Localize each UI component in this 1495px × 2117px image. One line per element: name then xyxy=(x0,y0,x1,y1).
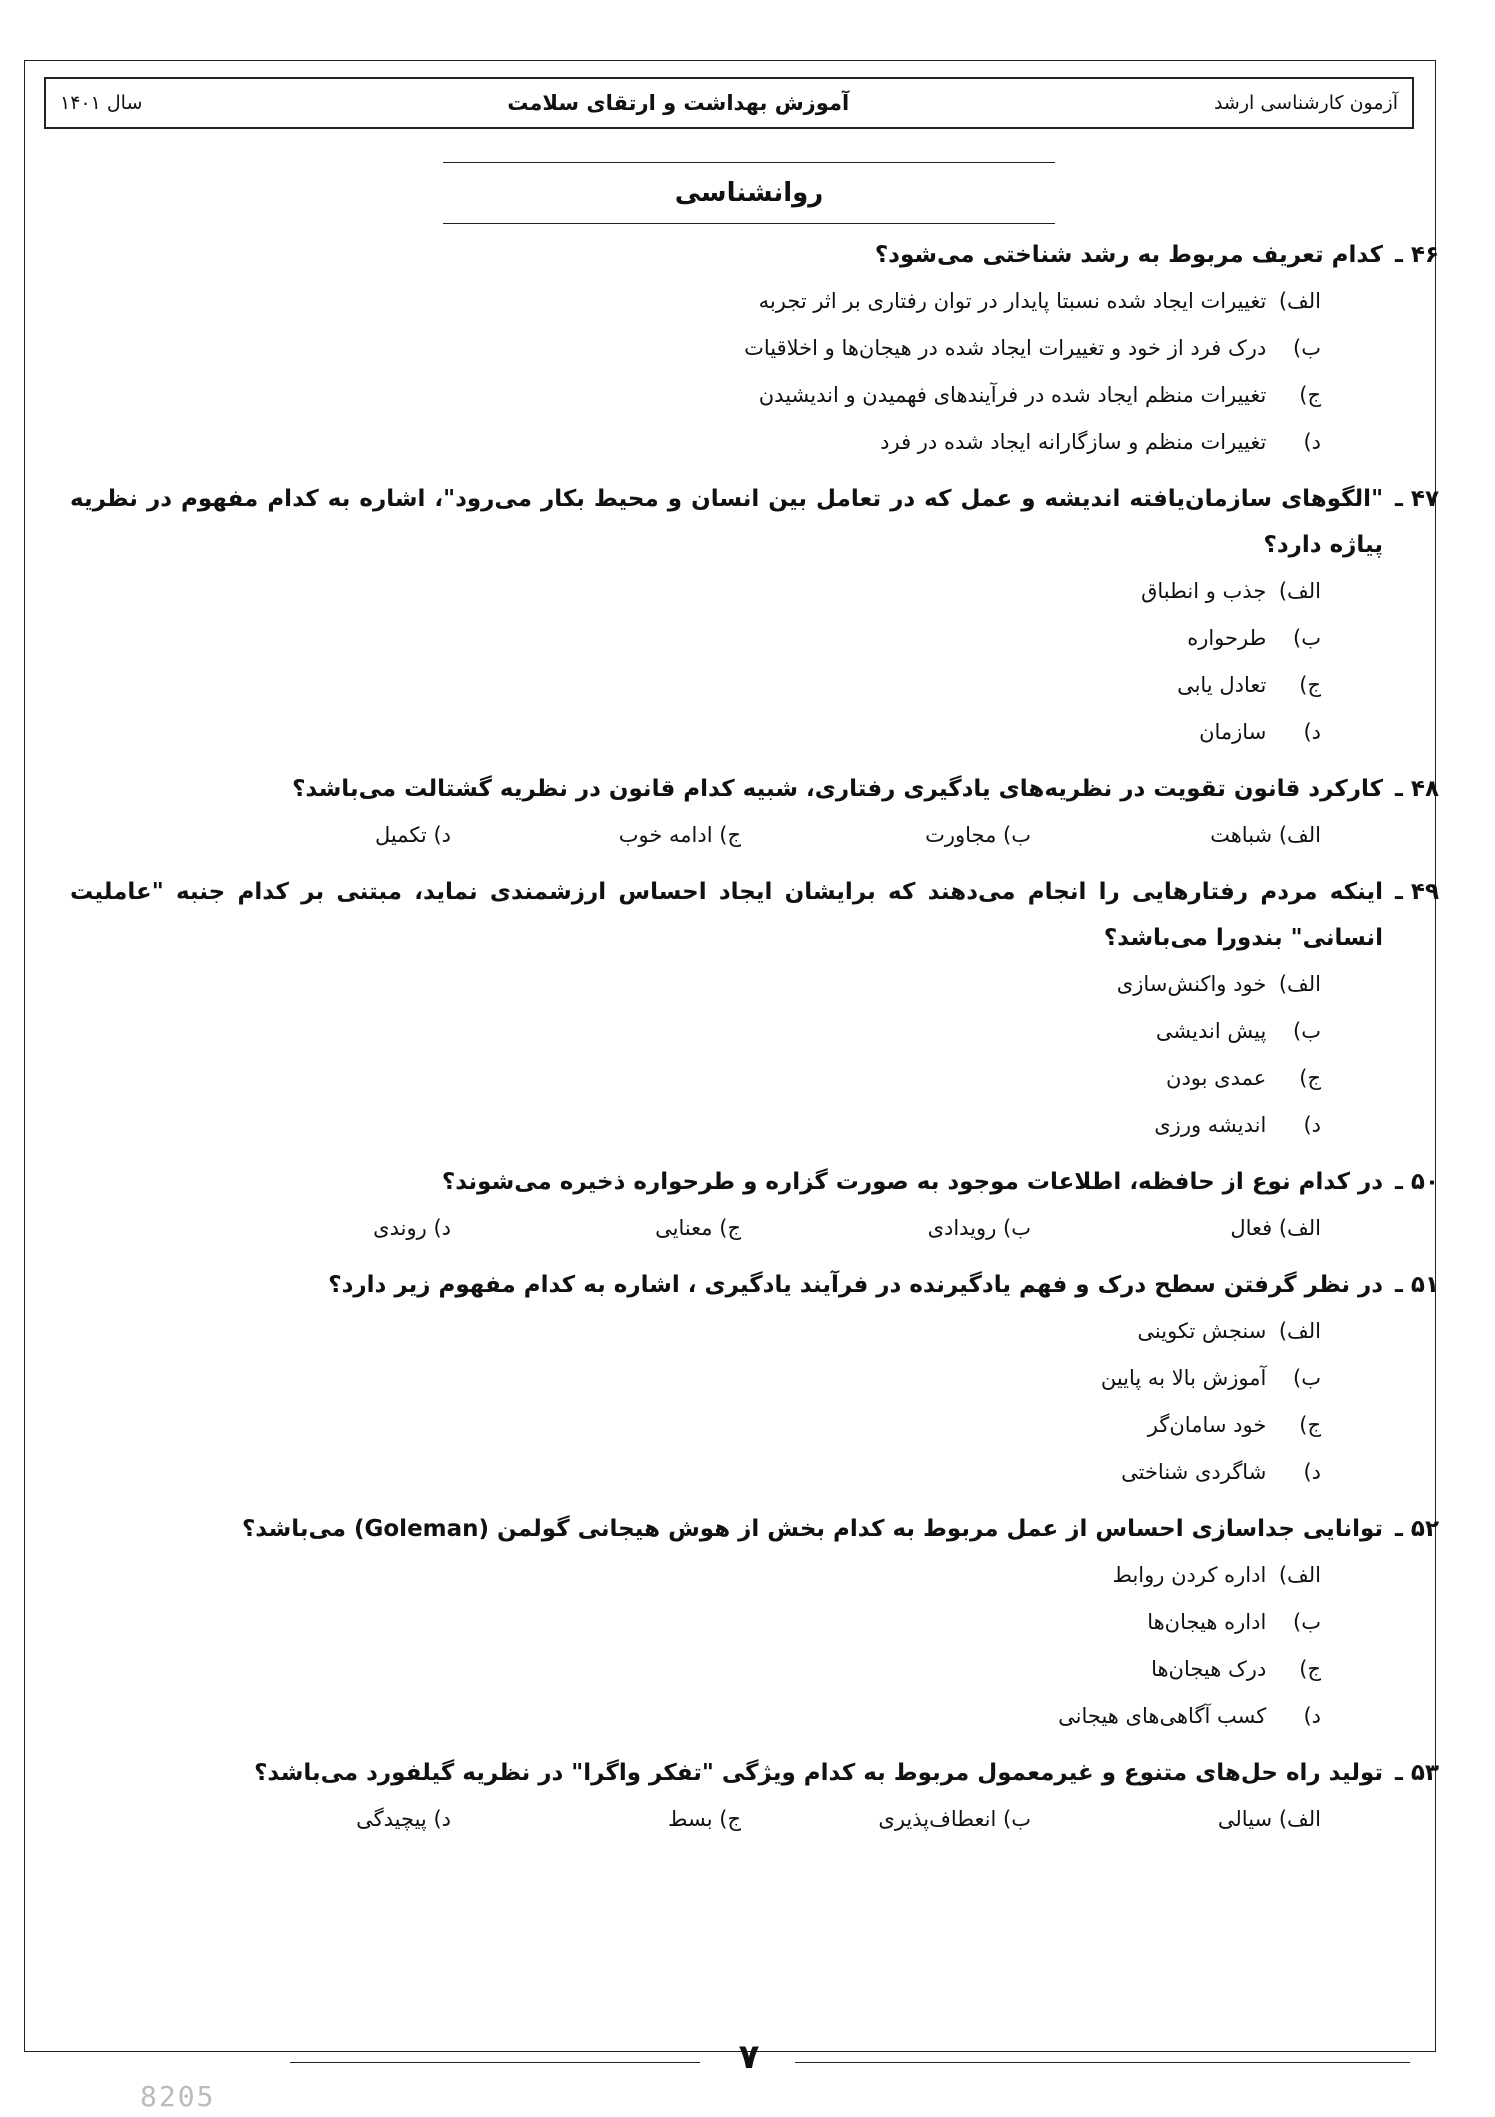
exam-name: آزمون کارشناسی ارشد xyxy=(1213,92,1398,114)
option-c xyxy=(451,1796,741,1843)
option-b xyxy=(70,1008,1321,1055)
option-b xyxy=(741,1796,1031,1843)
option-text: اداره کردن روابط xyxy=(1112,1563,1267,1587)
option-label: ج) xyxy=(719,823,741,847)
option-b xyxy=(70,615,1321,662)
option-d xyxy=(70,1102,1321,1149)
option-d xyxy=(70,709,1321,756)
option-label: د) xyxy=(1303,1460,1321,1484)
option-text: انعطاف‌پذیری xyxy=(878,1807,997,1831)
option-label: الف) xyxy=(1278,823,1321,847)
question-text: کارکرد قانون تقویت در نظریه‌های یادگیری رفتاری، شبیه کدام قانون در نظریه گشتالت می‌باشد؟ xyxy=(292,776,1384,802)
option-a xyxy=(70,961,1321,1008)
option-label: ج) xyxy=(1299,1066,1321,1090)
option-label: ب) xyxy=(1003,823,1031,847)
question-48 xyxy=(70,766,1439,859)
option-text: خود واکنش‌سازی xyxy=(1116,972,1267,996)
option-label: الف) xyxy=(1278,289,1321,313)
question-number: ۴۹ ـ xyxy=(1395,879,1439,905)
option-label: ب) xyxy=(1293,336,1321,360)
scan-stamp: 8205 xyxy=(140,2080,216,2113)
option-d xyxy=(70,1449,1321,1496)
option-label: د) xyxy=(433,1216,451,1240)
option-label: ج) xyxy=(719,1807,741,1831)
question-text: کدام تعریف مربوط به رشد شناختی می‌شود؟ xyxy=(874,242,1384,268)
option-b xyxy=(70,1599,1321,1646)
option-text: خود سامان‌گر xyxy=(1147,1413,1267,1437)
question-49 xyxy=(70,869,1439,1149)
page-number: ۷ xyxy=(738,2037,760,2077)
option-b xyxy=(70,325,1321,372)
question-text: در کدام نوع از حافظه، اطلاعات موجود به صورت گزاره و طرحواره ذخیره می‌شوند؟ xyxy=(441,1169,1384,1195)
option-b xyxy=(70,1355,1321,1402)
option-label: ب) xyxy=(1293,1366,1321,1390)
option-label: ب) xyxy=(1003,1807,1031,1831)
option-label: د) xyxy=(1303,430,1321,454)
question-text: "الگوهای سازمان‌یافته اندیشه و عمل که در تعامل بین انسان و محیط بکار می‌رود"، اشاره به کدام مفهوم در نظریه پیاژه دارد؟ xyxy=(70,486,1384,558)
question-52 xyxy=(70,1506,1439,1740)
option-label: ب) xyxy=(1293,1610,1321,1634)
option-label: الف) xyxy=(1278,1563,1321,1587)
option-text: سیالی xyxy=(1217,1807,1273,1831)
option-text: تغییرات ایجاد شده نسبتا پایدار در توان رفتاری بر اثر تجربه xyxy=(758,289,1267,313)
option-label: ج) xyxy=(1299,1413,1321,1437)
option-label: الف) xyxy=(1278,1319,1321,1343)
option-d xyxy=(161,812,451,859)
option-c xyxy=(70,1402,1321,1449)
option-a xyxy=(1031,812,1321,859)
question-53 xyxy=(70,1750,1439,1843)
option-text: طرحواره xyxy=(1187,626,1267,650)
question-50 xyxy=(70,1159,1439,1252)
option-d xyxy=(70,1693,1321,1740)
subject-title: روانشناسی xyxy=(443,162,1055,224)
option-text: شباهت xyxy=(1210,823,1273,847)
option-text: پیش اندیشی xyxy=(1155,1019,1267,1043)
option-label: ب) xyxy=(1293,626,1321,650)
option-text: عمدی بودن xyxy=(1166,1066,1267,1090)
option-c xyxy=(70,662,1321,709)
option-text: اداره هیجان‌ها xyxy=(1147,1610,1267,1634)
page-header xyxy=(44,77,1414,129)
option-a xyxy=(70,1552,1321,1599)
option-label: د) xyxy=(1303,1704,1321,1728)
option-text: تغییرات منظم و سازگارانه ایجاد شده در فرد xyxy=(880,430,1267,454)
footer-rule-left xyxy=(290,2062,700,2063)
option-a xyxy=(1031,1205,1321,1252)
option-label: الف) xyxy=(1278,1807,1321,1831)
option-text: فعال xyxy=(1230,1216,1273,1240)
question-47 xyxy=(70,476,1439,756)
question-text: اینکه مردم رفتارهایی را انجام می‌دهند که برایشان ایجاد احساس ارزشمندی نماید، مبتنی بر کدام جنبه "عاملیت انسانی" بندورا می‌باشد؟ xyxy=(70,879,1384,951)
option-label: د) xyxy=(433,823,451,847)
option-label: ج) xyxy=(719,1216,741,1240)
option-text: شاگردی شناختی xyxy=(1121,1460,1267,1484)
option-text: درک فرد از خود و تغییرات ایجاد شده در هیجان‌ها و اخلاقیات xyxy=(744,336,1267,360)
option-d xyxy=(161,1796,451,1843)
option-label: الف) xyxy=(1278,1216,1321,1240)
questions-section xyxy=(70,232,1439,1853)
question-number: ۵۱ ـ xyxy=(1395,1272,1439,1298)
option-text: سنجش تکوینی xyxy=(1137,1319,1267,1343)
option-label: ج) xyxy=(1299,1657,1321,1681)
footer-rule-right xyxy=(795,2062,1410,2063)
option-text: مجاورت xyxy=(925,823,997,847)
option-b xyxy=(741,1205,1031,1252)
option-label: الف) xyxy=(1278,579,1321,603)
option-c xyxy=(70,1646,1321,1693)
option-a xyxy=(1031,1796,1321,1843)
option-label: ج) xyxy=(1299,383,1321,407)
question-46 xyxy=(70,232,1439,466)
option-text: کسب آگاهی‌های هیجانی xyxy=(1058,1704,1267,1728)
option-text: تکمیل xyxy=(374,823,427,847)
option-b xyxy=(741,812,1031,859)
option-a xyxy=(70,278,1321,325)
question-number: ۵۳ ـ xyxy=(1395,1760,1439,1786)
option-label: ب) xyxy=(1003,1216,1031,1240)
question-number: ۵۲ ـ xyxy=(1395,1516,1439,1542)
option-text: بسط xyxy=(668,1807,713,1831)
question-text: توانایی جداسازی احساس از عمل مربوط به کدام بخش از هوش هیجانی گولمن (Goleman) می‌باشد؟ xyxy=(241,1516,1384,1542)
question-number: ۴۷ ـ xyxy=(1395,486,1439,512)
option-text: جذب و انطباق xyxy=(1141,579,1267,603)
option-text: ادامه خوب xyxy=(618,823,713,847)
option-text: آموزش بالا به پایین xyxy=(1100,1366,1267,1390)
option-text: سازمان xyxy=(1199,720,1267,744)
option-a xyxy=(70,1308,1321,1355)
option-c xyxy=(451,1205,741,1252)
question-number: ۵۰ ـ xyxy=(1395,1169,1439,1195)
option-a xyxy=(70,568,1321,615)
option-label: ج) xyxy=(1299,673,1321,697)
option-text: تعادل یابی xyxy=(1177,673,1267,697)
option-label: د) xyxy=(1303,1113,1321,1137)
option-text: روندی xyxy=(373,1216,427,1240)
option-label: د) xyxy=(1303,720,1321,744)
option-d xyxy=(161,1205,451,1252)
option-label: ب) xyxy=(1293,1019,1321,1043)
question-text: در نظر گرفتن سطح درک و فهم یادگیرنده در فرآیند یادگیری ، اشاره به کدام مفهوم زیر دارد؟ xyxy=(328,1272,1384,1298)
option-c xyxy=(451,812,741,859)
field-title: آموزش بهداشت و ارتقای سلامت xyxy=(507,91,850,115)
option-label: الف) xyxy=(1278,972,1321,996)
option-text: درک هیجان‌ها xyxy=(1151,1657,1267,1681)
option-c xyxy=(70,372,1321,419)
question-number: ۴۶ ـ xyxy=(1395,242,1439,268)
option-text: اندیشه ورزی xyxy=(1154,1113,1267,1137)
question-51 xyxy=(70,1262,1439,1496)
option-text: تغییرات منظم ایجاد شده در فرآیندهای فهمیدن و اندیشیدن xyxy=(758,383,1267,407)
exam-year: سال ۱۴۰۱ xyxy=(60,92,143,114)
option-d xyxy=(70,419,1321,466)
option-text: رویدادی xyxy=(927,1216,997,1240)
question-text: تولید راه حل‌های متنوع و غیرمعمول مربوط به کدام ویژگی "تفکر واگرا" در نظریه گیلفورد می‌باشد؟ xyxy=(254,1760,1384,1786)
option-label: د) xyxy=(433,1807,451,1831)
option-text: معنایی xyxy=(655,1216,713,1240)
question-number: ۴۸ ـ xyxy=(1395,776,1439,802)
option-c xyxy=(70,1055,1321,1102)
option-text: پیچیدگی xyxy=(356,1807,427,1831)
